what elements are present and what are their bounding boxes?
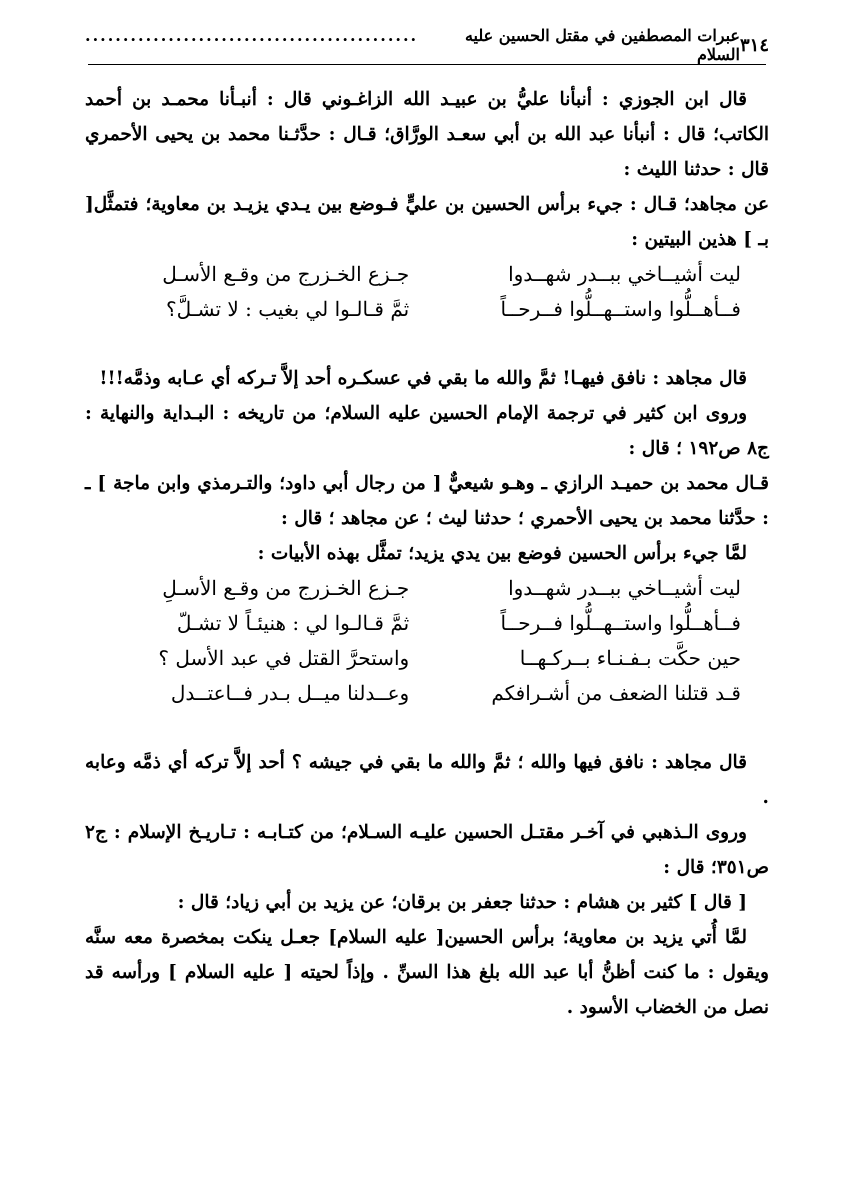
verse-second-hemistich: ثمَّ قـالـوا لي : هنيئـاً لا تشـلّ — [176, 611, 410, 635]
verse-line — [115, 606, 741, 641]
paragraph: وروى الـذهبي في آخـر مقتـل الحسين عليـه السـلام؛ من كتـابـه : تـاريـخ الإسلام : ج٢ ص٣٥١؛ قال : — [85, 822, 769, 878]
verse-first-hemistich: حين حكَّت بـفـنـاء بــركـهــا — [519, 646, 741, 670]
verse-first-hemistich: فــأهــلُّوا واستــهــلُّوا فــرحــاً — [500, 297, 741, 321]
verse-line — [115, 641, 741, 676]
verse-first-hemistich: قـد قتلنا الضعف من أشـرافكم — [491, 681, 741, 705]
poem-verses — [115, 571, 741, 711]
paragraph: عن مجاهد؛ قـال : جيء برأس الحسين بن عليٍّ فـوضع بين يـدي يزيـد بن معاوية؛ فتمثَّل[ بـ ] هذين البيتين : — [85, 194, 769, 250]
running-header — [85, 26, 769, 64]
paragraph: وروى ابن كثير في ترجمة الإمام الحسين عليه السلام؛ من تاريخه : البـداية والنهاية : ج٨ ص١٩٢ ؛ قال : — [85, 403, 769, 459]
verse-line — [115, 571, 741, 606]
verse-second-hemistich: جـزع الخـزرج من وقـع الأسـل — [162, 262, 410, 286]
verse-first-hemistich: ليت أشيــاخي ببــدر شهــدوا — [508, 576, 741, 600]
paragraph: لمَّا جيء برأس الحسين فوضع بين يدي يزيد؛ تمثَّل بهذه الأبيات : — [257, 543, 747, 564]
page-number: ٣١٤ — [739, 34, 769, 56]
paragraph: قال مجاهد : نافق فيهـا! ثمَّ والله ما بقي في عسكـره أحد إلاَّ تـركه أي عـابه وذمَّه!!! — [99, 368, 747, 389]
paragraph: قال مجاهد : نافق فيها والله ؛ ثمَّ والله ما بقي في جيشه ؟ أحد إلاَّ تركه أي ذمَّه وعابه . — [85, 752, 769, 808]
verse-line — [115, 257, 741, 292]
paragraph: قـال محمد بن حميـد الرازي ـ وهـو شيعيٌّ [ من رجال أبي داود؛ والتـرمذي وابن ماجة ] ـ : حدَّثنا محمد بن يحيى الأحمري ؛ حدثنا ليث ؛ عن مجاهد ؛ قال : — [85, 473, 769, 529]
verse-second-hemistich: واستحرَّ القتل في عبد الأسل ؟ — [158, 646, 410, 670]
verse-line — [115, 676, 741, 711]
paragraph: [ قال ] كثير بن هشام : حدثنا جعفر بن برقان؛ عن يزيد بن أبي زياد؛ قال : — [177, 892, 747, 913]
paragraph: قال ابن الجوزي : أنبأنا عليُّ بن عبيـد الله الزاغـوني قال : أنبـأنا محمـد بن أحمد الكاتب؛ قال : أنبأنا عبد الله بن أبي سعـد الورَّاق؛ قـال : حدَّثـنا محمد بن يحيى الأحمري قال : حدثنا الليث : — [85, 89, 769, 180]
verse-first-hemistich: ليت أشيــاخي ببــدر شهــدوا — [508, 262, 741, 286]
section-gap — [85, 711, 769, 745]
book-title: عبرات المصطفين في مقتل الحسين عليه السلام — [464, 26, 740, 64]
verse-first-hemistich: فــأهــلُّوا واستــهــلُّوا فــرحــاً — [500, 611, 741, 635]
header-rule — [88, 64, 766, 65]
page-body — [85, 82, 769, 1144]
poem-verses — [115, 257, 741, 327]
section-gap — [85, 327, 769, 361]
verse-second-hemistich: وعــدلنا ميــل بـدر فــاعتــدل — [170, 681, 410, 705]
verse-second-hemistich: جـزع الخـزرج من وقـع الأسـلِ — [162, 576, 410, 600]
verse-second-hemistich: ثمَّ قـالـوا لي بغيب : لا تشـلَّ؟ — [166, 297, 410, 321]
header-leader-dots: ............................................ — [85, 26, 419, 45]
paragraph: لمَّا أُتي يزيد بن معاوية؛ برأس الحسين[ عليه السلام] جعـل ينكت بمخصرة معه سنَّه ويقول : ما كنت أظنُّ أبا عبد الله بلغ هذا السنِّ . وإذاً لحيته [ عليه السلام ] ورأسه قد نصل من الخضاب الأسود . — [85, 927, 769, 1018]
verse-line — [115, 292, 741, 327]
